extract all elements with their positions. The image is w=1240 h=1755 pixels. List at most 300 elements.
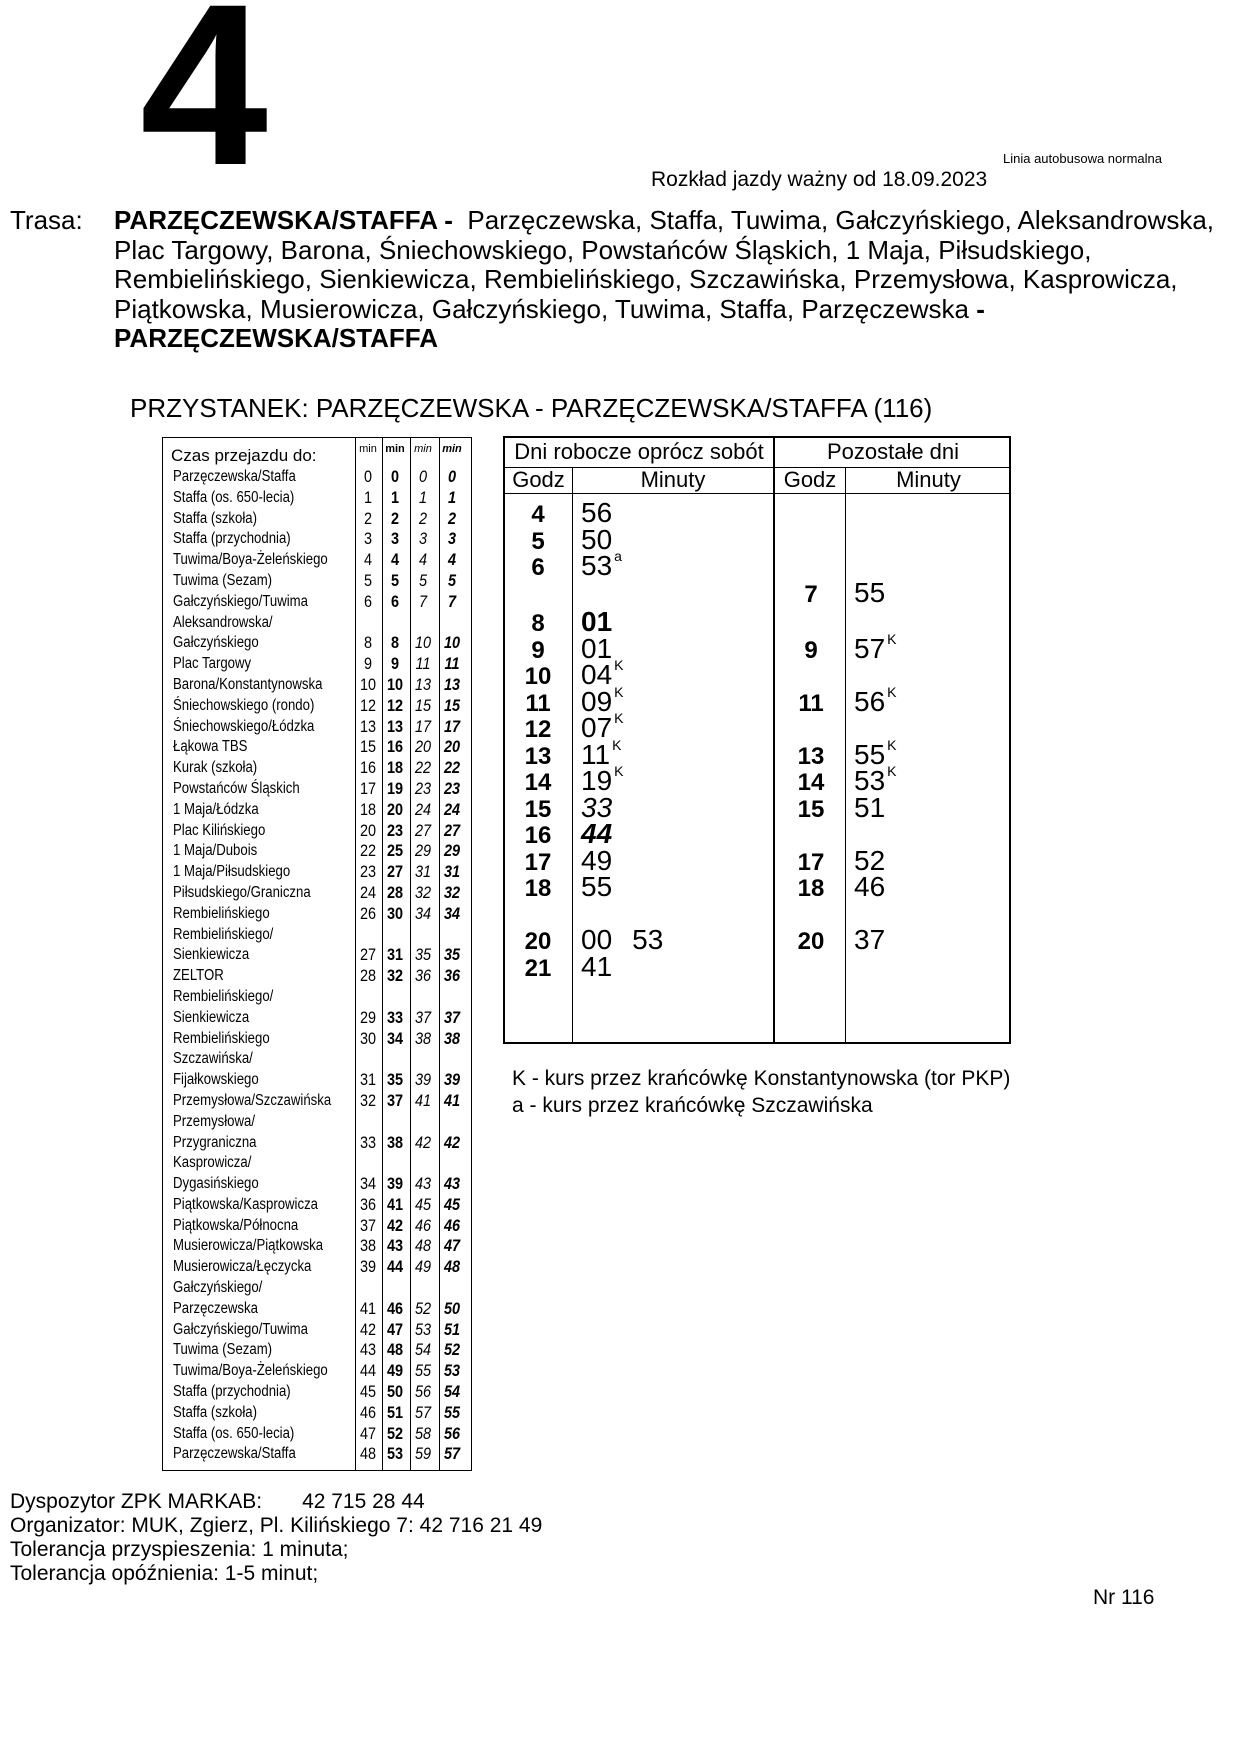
travel-row — [163, 570, 471, 594]
travel-time-value: 17 — [414, 716, 432, 736]
minute-value: 51 — [854, 791, 886, 823]
travel-stop-name: Plac Kilińskiego — [173, 821, 266, 839]
travel-time-value: 22 — [359, 841, 377, 861]
travel-time-value: 15 — [359, 737, 377, 757]
other-minutes — [854, 683, 897, 718]
travel-row — [163, 903, 471, 927]
travel-stop-name: Powstańców Śląskich — [173, 779, 300, 797]
travel-row — [163, 552, 471, 573]
travel-row — [163, 1446, 471, 1467]
weekday-title: Dni robocze oprócz sobót — [514, 439, 764, 464]
travel-time-value: 32 — [443, 882, 461, 902]
travel-row — [163, 1259, 471, 1280]
travel-time-value: 38 — [386, 1132, 404, 1152]
travel-time-value: 17 — [443, 716, 461, 736]
travel-stop-name: Staffa (os. 650-lecia) — [173, 488, 295, 506]
travel-time-value: 23 — [443, 778, 461, 798]
travel-time-value: 20 — [443, 737, 461, 757]
travel-row — [163, 820, 471, 844]
minute-value: 49 — [581, 844, 613, 876]
travel-stop-name: Musierowicza/Piątkowska — [173, 1237, 324, 1255]
travel-stop-name: Szczawińska/ Fijałkowskiego — [173, 1050, 259, 1089]
other-hour: 14 — [797, 769, 825, 796]
travel-time-value: 4 — [363, 550, 373, 570]
travel-time-value: 8 — [363, 633, 373, 653]
travel-time-value: 31 — [443, 862, 461, 882]
other-minutes — [854, 924, 885, 956]
weekday-hour: 13 — [524, 742, 552, 770]
footnote-marker: K — [614, 763, 624, 779]
travel-time-value: 13 — [414, 674, 432, 694]
travel-time-value: 5 — [418, 570, 428, 590]
travel-stop-name: Barona/Konstantynowska — [173, 675, 323, 693]
travel-row — [163, 1423, 471, 1447]
travel-time-value: 35 — [443, 945, 461, 965]
weekday-minutes — [581, 550, 622, 582]
minute-value: 04 — [581, 659, 613, 690]
travel-time-value: 2 — [363, 508, 373, 528]
travel-time-value: 50 — [386, 1382, 404, 1402]
travel-stop-name: ZELTOR — [173, 967, 224, 985]
footnote-marker: K — [612, 736, 622, 753]
schedule-number: Nr 116 — [1093, 1586, 1155, 1609]
travel-time-value: 0 — [390, 467, 400, 486]
travel-time-value: 24 — [414, 799, 432, 819]
travel-time-value: 57 — [443, 1444, 461, 1464]
travel-time-value: 20 — [359, 820, 377, 840]
organizer: Organizator: MUK, Zgierz, Pl. Kilińskiego 7: 42 716 21 49 — [10, 1514, 543, 1537]
travel-time-value: 52 — [414, 1298, 432, 1318]
other-hour: 9 — [804, 636, 818, 664]
travel-stop-name: Rembielińskiego — [173, 1029, 270, 1047]
travel-time-value: 42 — [359, 1319, 377, 1339]
minute-value: 09 — [581, 685, 613, 717]
travel-stop-name: Staffa (szkoła) — [173, 1403, 257, 1421]
travel-stop-name: 1 Maja/Dubois — [173, 842, 258, 860]
travel-row — [163, 1319, 471, 1343]
travel-time-value: 15 — [414, 695, 432, 715]
other-minutes-header: Minuty — [896, 467, 961, 492]
travel-time-value: 31 — [386, 945, 404, 965]
travel-table-body — [163, 469, 471, 1467]
travel-time-value: 36 — [443, 966, 461, 986]
travel-row — [163, 778, 471, 802]
travel-stop-name: Gałczyńskiego/ Parzęczewska — [173, 1279, 263, 1317]
travel-time-value: 37 — [414, 1007, 432, 1027]
travel-time-value: 34 — [359, 1174, 377, 1194]
travel-time-value: 56 — [414, 1382, 432, 1402]
travel-time-value: 12 — [386, 695, 404, 715]
travel-time-value: 23 — [414, 778, 432, 798]
weekday-hour: 18 — [524, 875, 552, 902]
travel-table-header — [163, 438, 471, 466]
travel-time-value: 5 — [363, 570, 373, 590]
travel-time-value: 7 — [447, 591, 457, 611]
footnote-marker: K — [887, 683, 897, 700]
travel-time-value: 33 — [359, 1132, 377, 1152]
route-end: PARZĘCZEWSKA/STAFFA — [114, 323, 439, 353]
travel-stop-name: Staffa (os. 650-lecia) — [173, 1424, 295, 1442]
travel-row — [163, 1194, 471, 1218]
weekday-hour: 9 — [531, 636, 545, 664]
travel-stop-name: Piątkowska/Północna — [173, 1216, 299, 1234]
travel-time-value: 5 — [447, 570, 457, 590]
legend-k: K - kurs przez krańcówkę Konstantynowska (tor PKP) — [512, 1067, 1011, 1090]
travel-time-value: 48 — [386, 1340, 404, 1360]
travel-time-value: 25 — [386, 841, 404, 861]
minute-value: 41 — [581, 950, 613, 982]
travel-stop-name: Staffa (szkoła) — [173, 509, 257, 527]
weekday-hour: 15 — [524, 795, 552, 823]
travel-stop-name: Tuwima/Boya-Żeleńskiego — [173, 1362, 328, 1380]
route-streets: Parzęczewska, Staffa, Tuwima, Gałczyńskiego, Aleksandrowska, Plac Targowy, Barona, Śniechowskiego, Powstańców Śląskich, 1 Maja, Piłsudskiego, Rembielińskiego, Sienkiewicza, Rembielińskiego, Szczawińska, Przemysłowa, Kasprowicza, Piątkowska, Musierowicza, Gałczyńskiego, Tuwima, Staffa, Parzęczewska — [114, 205, 1215, 324]
minute-value: 56 — [854, 685, 886, 717]
travel-row — [163, 1114, 471, 1156]
route-start: PARZĘCZEWSKA/STAFFA - — [114, 205, 453, 235]
travel-time-value: 23 — [386, 820, 404, 840]
travel-time-value: 6 — [363, 591, 373, 611]
travel-col-3: min — [414, 443, 432, 455]
travel-time-value: 43 — [386, 1236, 404, 1256]
travel-time-value: 56 — [443, 1423, 461, 1443]
travel-time-value: 28 — [359, 966, 377, 986]
weekday-minutes — [581, 951, 612, 983]
travel-time-value: 52 — [386, 1423, 404, 1443]
minute-value: 01 — [581, 606, 613, 637]
travel-stop-name: Kasprowicza/ Dygasińskiego — [173, 1154, 259, 1193]
travel-stop-name: Rembielińskiego — [173, 904, 270, 922]
travel-row — [163, 799, 471, 823]
minute-value: 44 — [581, 818, 613, 849]
footnote-marker: a — [614, 548, 622, 564]
travel-time-value: 34 — [414, 903, 432, 923]
travel-time-value: 28 — [386, 882, 404, 902]
minute-value: 37 — [854, 924, 886, 955]
minute-value: 46 — [854, 871, 886, 902]
minute-value: 55 — [854, 576, 886, 608]
travel-time-value: 13 — [386, 716, 404, 736]
travel-time-value: 38 — [359, 1236, 377, 1256]
minute-value: 57 — [854, 632, 886, 664]
minute-value: 55 — [581, 871, 613, 902]
timetable-grid — [503, 436, 1011, 1044]
travel-stop-name: Gałczyńskiego/Tuwima — [173, 1320, 308, 1338]
weekday-hour: 6 — [531, 554, 545, 581]
travel-time-value: 4 — [418, 550, 428, 570]
travel-row — [163, 1090, 471, 1114]
travel-col-4: min — [442, 443, 462, 455]
travel-time-value: 3 — [418, 529, 428, 549]
travel-time-value: 1 — [447, 487, 457, 507]
travel-time-value: 41 — [443, 1090, 461, 1110]
travel-time-value: 37 — [443, 1007, 461, 1027]
minute-value: 19 — [581, 765, 613, 796]
travel-time-value: 30 — [386, 903, 404, 923]
travel-time-value: 1 — [418, 487, 428, 507]
travel-time-value: 18 — [359, 799, 377, 819]
minute-value: 53 — [854, 765, 886, 796]
travel-time-value: 13 — [443, 674, 461, 694]
other-hour: 7 — [804, 580, 818, 608]
travel-time-value: 46 — [386, 1298, 404, 1318]
travel-stop-name: Staffa (przychodnia) — [173, 1383, 291, 1401]
travel-col-1: min — [359, 443, 377, 455]
travel-time-value: 30 — [359, 1028, 377, 1048]
travel-time-value: 54 — [414, 1340, 432, 1360]
travel-time-value: 27 — [386, 862, 404, 882]
travel-time-value: 23 — [359, 862, 377, 882]
travel-time-value: 24 — [359, 882, 377, 902]
other-hour: 11 — [798, 689, 824, 717]
travel-time-value: 46 — [414, 1215, 432, 1235]
travel-time-value: 3 — [447, 529, 457, 549]
travel-time-value: 2 — [390, 508, 400, 528]
travel-row — [163, 656, 471, 677]
minute-value: 52 — [854, 844, 886, 876]
travel-stop-name: Parzęczewska/Staffa — [173, 1445, 296, 1463]
travel-time-value: 7 — [418, 591, 428, 611]
travel-stop-name: Tuwima (Sezam) — [173, 1341, 273, 1359]
travel-stop-name: Plac Targowy — [173, 655, 252, 673]
travel-time-value: 48 — [359, 1444, 377, 1464]
travel-time-value: 42 — [443, 1132, 461, 1152]
legend — [512, 1065, 1010, 1119]
other-hour: 20 — [797, 928, 825, 955]
travel-time-value: 35 — [414, 945, 432, 965]
travel-time-value: 27 — [443, 820, 461, 840]
travel-stop-name: Tuwima (Sezam) — [173, 571, 273, 589]
stop-title: PRZYSTANEK: PARZĘCZEWSKA - PARZĘCZEWSKA/STAFFA (116) — [130, 393, 933, 423]
travel-row — [163, 1028, 471, 1052]
travel-time-value: 47 — [386, 1319, 404, 1339]
route-label: Trasa: — [10, 205, 83, 235]
travel-time-value: 43 — [414, 1174, 432, 1194]
minute-value: 07 — [581, 712, 613, 743]
travel-time-value: 2 — [418, 508, 428, 528]
travel-time-value: 53 — [386, 1444, 404, 1464]
travel-time-value: 45 — [414, 1194, 432, 1214]
travel-stop-name: Piątkowska/Kasprowicza — [173, 1195, 318, 1213]
travel-time-value: 55 — [443, 1402, 461, 1422]
travel-time-table — [162, 437, 472, 1471]
travel-time-value: 3 — [390, 529, 400, 549]
other-hour: 13 — [797, 742, 825, 770]
minute-value: 55 — [854, 738, 886, 770]
weekday-hour: 21 — [524, 954, 552, 982]
travel-time-value: 5 — [390, 570, 400, 590]
travel-time-value: 37 — [359, 1215, 377, 1235]
travel-time-value: 12 — [359, 695, 377, 715]
travel-time-value: 10 — [443, 633, 461, 653]
travel-time-value: 22 — [443, 758, 461, 778]
travel-time-value: 47 — [443, 1236, 461, 1256]
travel-stop-name: Piłsudskiego/Graniczna — [173, 883, 311, 901]
footnote-marker: K — [614, 657, 624, 673]
travel-row — [163, 674, 471, 698]
travel-row — [163, 968, 471, 989]
travel-time-value: 42 — [386, 1215, 404, 1235]
tolerance-early: Tolerancja przyspieszenia: 1 minuta; — [10, 1538, 349, 1561]
route-text — [114, 206, 1234, 354]
travel-time-value: 22 — [414, 758, 432, 778]
travel-time-value: 4 — [390, 550, 400, 570]
travel-time-value: 48 — [443, 1257, 461, 1277]
travel-stop-name: Parzęczewska/Staffa — [173, 468, 296, 485]
minute-value: 53 — [632, 924, 664, 955]
travel-time-value: 34 — [386, 1028, 404, 1048]
travel-stop-name: Śniechowskiego/Łódzka — [173, 717, 315, 735]
travel-row — [163, 487, 471, 511]
weekday-hour: 17 — [524, 848, 552, 876]
legend-a: a - kurs przez krańcówkę Szczawińska — [512, 1094, 873, 1117]
minute-value: 50 — [581, 523, 613, 555]
travel-time-value: 26 — [359, 903, 377, 923]
travel-time-value: 46 — [359, 1402, 377, 1422]
travel-time-value: 8 — [390, 633, 400, 653]
weekday-hour: 10 — [524, 663, 552, 690]
line-type: Linia autobusowa normalna — [1003, 151, 1162, 166]
footnote-marker: K — [887, 763, 897, 779]
other-hour: 15 — [797, 795, 825, 823]
travel-time-value: 0 — [363, 467, 373, 486]
travel-time-value: 59 — [414, 1444, 432, 1464]
travel-time-value: 39 — [414, 1070, 432, 1090]
travel-time-value: 31 — [359, 1070, 377, 1090]
weekday-hour: 14 — [524, 769, 552, 796]
weekday-hour: 5 — [531, 527, 545, 555]
travel-time-value: 36 — [414, 966, 432, 986]
travel-time-value: 1 — [363, 487, 373, 507]
footnote-marker: K — [887, 736, 897, 753]
other-hour-header: Godz — [783, 467, 837, 492]
travel-stop-name: Przemysłowa/Szczawińska — [173, 1091, 332, 1109]
travel-time-value: 13 — [359, 716, 377, 736]
line-number: 4 — [140, 0, 268, 213]
travel-time-value: 32 — [386, 966, 404, 986]
travel-time-value: 49 — [386, 1361, 404, 1381]
travel-time-value: 50 — [443, 1298, 461, 1318]
travel-stop-name: Kurak (szkoła) — [173, 759, 258, 777]
travel-time-value: 20 — [414, 737, 432, 757]
weekday-hour: 20 — [524, 928, 552, 955]
travel-time-value: 0 — [447, 467, 457, 486]
other-hour: 17 — [797, 848, 825, 876]
other-minutes — [854, 871, 885, 903]
travel-row — [163, 591, 471, 615]
travel-time-value: 58 — [414, 1423, 432, 1443]
travel-time-value: 2 — [447, 508, 457, 528]
travel-time-value: 0 — [418, 467, 428, 486]
travel-col-2: min — [385, 443, 405, 455]
travel-row — [163, 1402, 471, 1426]
travel-time-value: 53 — [443, 1361, 461, 1381]
travel-time-value: 39 — [443, 1070, 461, 1090]
weekday-minutes — [581, 871, 612, 903]
travel-time-value: 42 — [414, 1132, 432, 1152]
travel-time-value: 31 — [414, 862, 432, 882]
weekday-hour: 8 — [531, 610, 545, 637]
travel-time-value: 48 — [414, 1236, 432, 1256]
dispatcher-phone: 42 715 28 44 — [302, 1490, 425, 1513]
travel-time-value: 27 — [414, 820, 432, 840]
travel-time-value: 29 — [359, 1007, 377, 1027]
travel-stop-name: Tuwima/Boya-Żeleńskiego — [173, 551, 328, 569]
tolerance-late: Tolerancja opóźnienia: 1-5 minut; — [10, 1562, 319, 1585]
travel-stop-name: Staffa (przychodnia) — [173, 530, 291, 548]
travel-row — [163, 615, 471, 657]
travel-row — [163, 864, 471, 885]
travel-time-value: 43 — [359, 1340, 377, 1360]
weekday-hour: 16 — [524, 822, 552, 849]
travel-time-value: 54 — [443, 1382, 461, 1402]
weekday-minutes-header: Minuty — [640, 467, 706, 492]
travel-row — [163, 760, 471, 781]
weekday-hour: 11 — [525, 689, 551, 717]
travel-stop-name: Aleksandrowska/ Gałczyńskiego — [173, 613, 273, 652]
footnote-marker: K — [614, 710, 624, 726]
travel-time-value: 39 — [359, 1257, 377, 1277]
travel-time-value: 51 — [386, 1402, 404, 1422]
travel-row — [163, 927, 471, 969]
travel-stop-name: Musierowicza/Łęczycka — [173, 1258, 312, 1276]
travel-time-value: 11 — [444, 654, 460, 674]
travel-time-value: 33 — [386, 1007, 404, 1027]
travel-time-value: 34 — [443, 903, 461, 923]
footnote-marker: K — [887, 630, 897, 647]
travel-time-value: 19 — [386, 778, 404, 798]
travel-row — [163, 1342, 471, 1363]
travel-time-value: 6 — [390, 591, 400, 611]
travel-row — [163, 1051, 471, 1093]
travel-time-value: 20 — [386, 799, 404, 819]
travel-time-value: 57 — [414, 1402, 432, 1422]
travel-time-value: 10 — [359, 674, 377, 694]
travel-stop-name: 1 Maja/Piłsudskiego — [173, 863, 291, 881]
travel-stop-name: Łąkowa TBS — [173, 738, 248, 756]
travel-row — [163, 469, 471, 490]
travel-time-value: 44 — [359, 1361, 377, 1381]
travel-time-value: 51 — [443, 1319, 461, 1339]
travel-time-value: 35 — [386, 1070, 404, 1090]
travel-stop-name: Gałczyńskiego/Tuwima — [173, 592, 308, 610]
weekday-hour: 4 — [531, 501, 545, 528]
travel-time-value: 41 — [359, 1298, 377, 1318]
travel-time-value: 18 — [386, 758, 404, 778]
minute-value: 01 — [581, 632, 613, 664]
travel-stop-name: Rembielińskiego/ Sienkiewicza — [173, 987, 274, 1026]
travel-time-value: 9 — [390, 654, 400, 674]
travel-row — [163, 1280, 471, 1322]
travel-time-value: 55 — [414, 1361, 432, 1381]
travel-time-value: 53 — [414, 1319, 432, 1339]
travel-row — [163, 1215, 471, 1239]
footer — [10, 1490, 542, 1586]
travel-time-value: 4 — [447, 550, 457, 570]
travel-time-value: 29 — [414, 841, 432, 861]
travel-time-value: 49 — [414, 1257, 432, 1277]
travel-time-value: 32 — [359, 1090, 377, 1110]
travel-time-value: 41 — [414, 1090, 432, 1110]
travel-time-value: 24 — [443, 799, 461, 819]
travel-stop-name: Śniechowskiego (rondo) — [173, 696, 315, 714]
travel-row — [163, 1384, 471, 1405]
travel-stop-name: Rembielińskiego/ Sienkiewicza — [173, 925, 274, 964]
travel-time-value: 1 — [390, 487, 400, 507]
weekday-hour: 12 — [524, 716, 552, 743]
travel-stop-name: 1 Maja/Łódzka — [173, 800, 259, 818]
travel-row — [163, 531, 471, 552]
dispatcher-label: Dyspozytor ZPK MARKAB: — [10, 1490, 263, 1513]
